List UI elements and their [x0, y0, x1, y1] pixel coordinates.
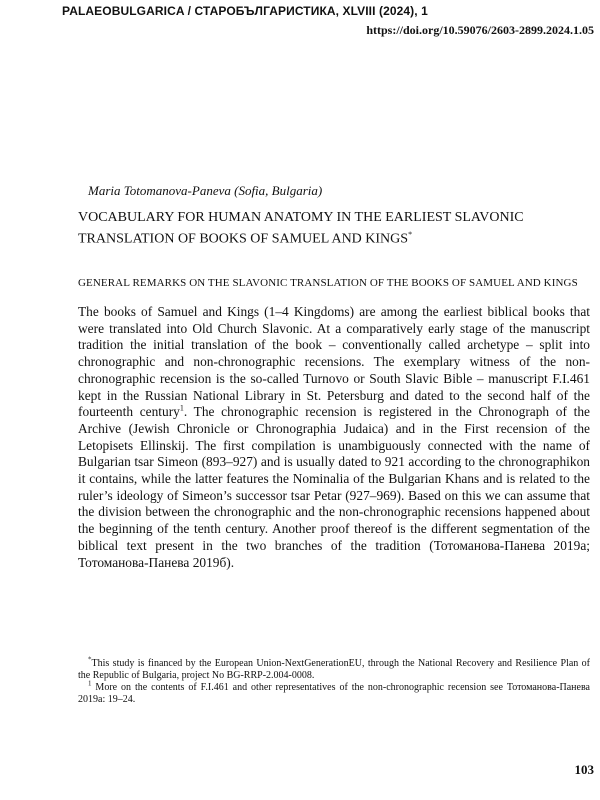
journal-running-head: PALAEOBULGARICA / СТАРОБЪЛГАРИСТИКА, XLVIII (2024), 1 — [62, 4, 428, 18]
footnote-funding — [78, 655, 590, 682]
body-text-part-1: The books of Samuel and Kings (1–4 Kingdoms) are among the earliest biblical books that were translated into Old Church Slavonic. At a comparatively early stage of the manuscript tradition the initial translation of the book – conventionally called archetype – split into chronographic and non-chronographic recensions. The exemplary witness of the non-chronographic recension is the so-called Turnovo or South Slavic Bible – manuscript F.I.461 kept in the Russian National Library in St. Petersburg and dated to the second half of the fourteenth century — [78, 304, 590, 420]
body-text-part-2: . The chronographic recension is registered in the Chronograph of the Archive (Jewish Chronicle or Chronographia Judaica) and in the First recension of the Letopisets Ellinskij. The first compilation is unambiguously connected with the name of Bulgarian tsar Simeon (893–927) and is usually dated to 921 according to the chronographikon it contains, while the latter features the Nominalia of the Bulgarian Khans and is related to the ruler’s ideology of Simeon’s successor tsar Petar (927–969). Based on this we can assume that the division between the chronographic and the non-chronographic recensions happened about the beginning of the tenth century. Another proof thereof is the different segmentation of the biblical text present in the two branches of the tradition (Тотоманова-Панева 2019а; Тотоманова-Панева 2019б). — [78, 404, 590, 570]
footnote-text: More on the contents of F.I.461 and other representatives of the non-chronographic recension see Тотоманова-Панева 2019а: 19–24. — [78, 682, 590, 705]
section-heading: GENERAL REMARKS ON THE SLAVONIC TRANSLATION OF THE BOOKS OF SAMUEL AND KINGS — [78, 277, 578, 289]
author-line: Maria Totomanova-Paneva (Sofia, Bulgaria) — [88, 183, 323, 198]
page-number: 103 — [574, 762, 594, 777]
footnote-1 — [78, 679, 590, 706]
footnote-marker: * — [88, 655, 92, 664]
body-footnote-marker[interactable]: 1 — [179, 403, 184, 413]
title-footnote-marker[interactable]: * — [408, 230, 413, 239]
footnotes — [78, 655, 590, 706]
doi-link[interactable]: https://doi.org/10.59076/2603-2899.2024.1.05 — [366, 23, 594, 37]
footnote-text: This study is financed by the European Union-NextGenerationEU, through the National Recovery and Resilience Plan of the Republic of Bulgaria, project No BG-RRP-2.004-0008. — [78, 658, 590, 681]
footnote-marker: 1 — [88, 679, 92, 688]
article-title — [78, 209, 590, 248]
body-paragraph — [78, 304, 590, 571]
article-title-text: VOCABULARY FOR HUMAN ANATOMY IN THE EARLIEST SLAVONIC TRANSLATION OF BOOKS OF SAMUEL AND KINGS — [78, 210, 524, 247]
